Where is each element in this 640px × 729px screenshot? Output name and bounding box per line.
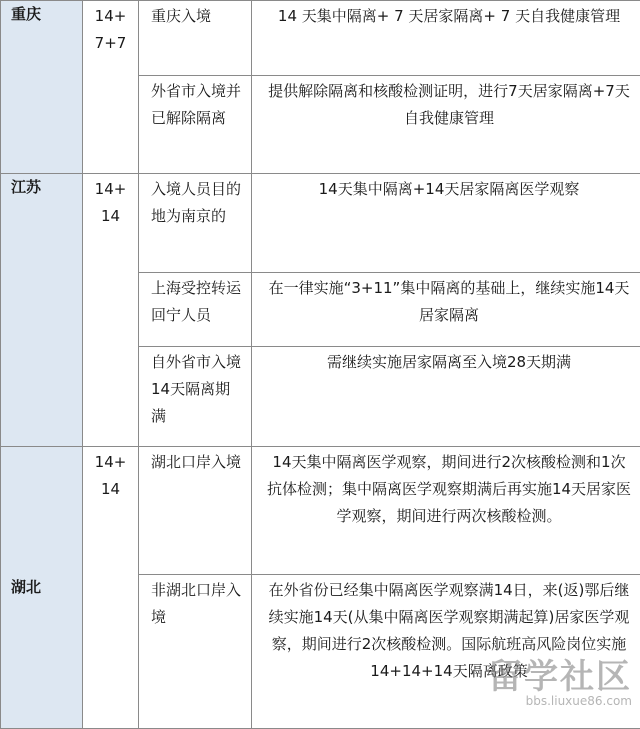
policy-cell: 提供解除隔离和核酸检测证明，进行7天居家隔离+7天自我健康管理 xyxy=(252,76,640,174)
category-cell: 重庆入境 xyxy=(139,1,252,76)
policy-cell: 在一律实施“3+11”集中隔离的基础上，继续实施14天居家隔离 xyxy=(252,273,640,347)
days-cell xyxy=(83,174,139,447)
policy-cell: 在外省份已经集中隔离医学观察满14日，来(返)鄂后继续实施14天(从集中隔离医学观察期满起算)居家医学观察，期间进行2次核酸检测。国际航班高风险岗位实施14+14+14天隔离政策 xyxy=(252,575,640,729)
days-cell xyxy=(83,447,139,729)
province-cell: 湖北 xyxy=(1,447,83,729)
watermark-logo: 留学社区 xyxy=(488,660,632,694)
category-cell: 湖北口岸入境 xyxy=(139,447,252,575)
watermark-url: bbs.liuxue86.com xyxy=(488,694,632,708)
category-cell: 自外省市入境14天隔离期满 xyxy=(139,347,252,447)
province-cell: 江苏 xyxy=(1,174,83,447)
policy-cell: 14天集中隔离+14天居家隔离医学观察 xyxy=(252,174,640,273)
table-row xyxy=(1,174,640,273)
policy-cell: 14天集中隔离医学观察，期间进行2次核酸检测和1次抗体检测；集中隔离医学观察期满后再实施14天居家医学观察，期间进行两次核酸检测。 xyxy=(252,447,640,575)
category-cell: 非湖北口岸入境 xyxy=(139,575,252,729)
policy-cell: 需继续实施居家隔离至入境28天期满 xyxy=(252,347,640,447)
days-line: 14+ xyxy=(83,176,138,203)
days-line: 14 xyxy=(83,203,138,230)
category-cell: 上海受控转运回宁人员 xyxy=(139,273,252,347)
policy-cell: 14 天集中隔离+ 7 天居家隔离+ 7 天自我健康管理 xyxy=(252,1,640,76)
province-cell: 重庆 xyxy=(1,1,83,174)
days-cell xyxy=(83,1,139,174)
category-cell: 入境人员目的地为南京的 xyxy=(139,174,252,273)
days-line: 7+7 xyxy=(83,30,138,57)
days-line: 14+ xyxy=(83,3,138,30)
table-row xyxy=(1,447,640,575)
days-line: 14+ xyxy=(83,449,138,476)
category-cell: 外省市入境并已解除隔离 xyxy=(139,76,252,174)
table-row xyxy=(1,1,640,76)
days-line: 14 xyxy=(83,476,138,503)
